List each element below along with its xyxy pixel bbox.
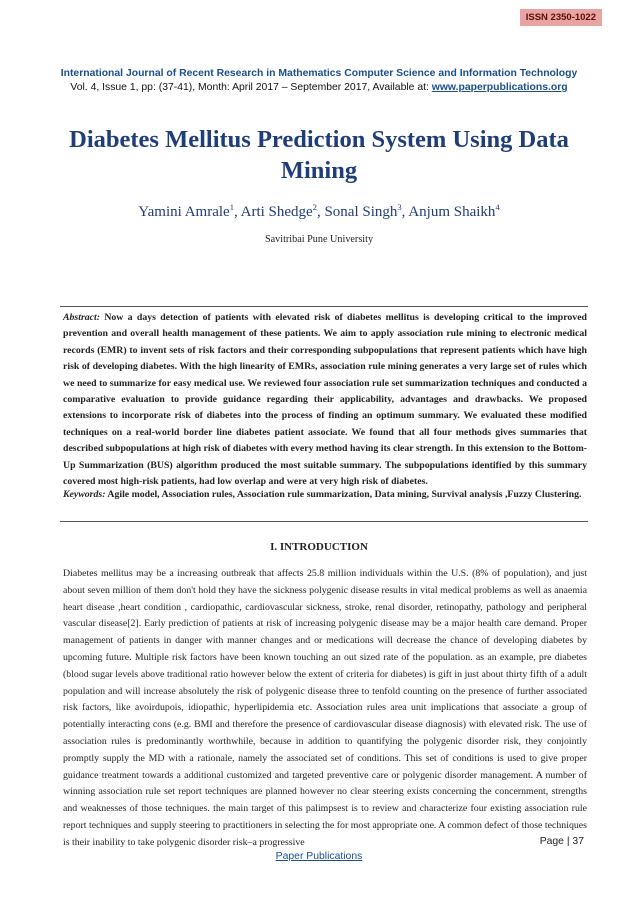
abstract-label: Abstract: [63,312,101,323]
keywords-label: Keywords: [63,489,106,500]
website-link[interactable]: www.paperpublications.org [431,82,568,93]
issn-badge: ISSN 2350-1022 [520,9,602,26]
publisher-footer-link[interactable]: Paper Publications [275,851,363,862]
section-heading: I. INTRODUCTION [270,541,368,553]
keywords-block [63,487,587,503]
volume-text: Vol. 4, Issue 1, pp: (37-41), Month: April 2017 – September 2017, Available at: [70,82,432,93]
journal-name: International Journal of Recent Research in Mathematics Computer Science and Information Technology [60,68,578,79]
affiliation: Savitribai Pune University [264,234,374,245]
author-affiliation-mark: 3 [397,202,402,212]
author-name: Anjum Shaikh [408,204,496,220]
introduction-body: Diabetes mellitus may be a increasing outbreak that affects 25.8 million individuals within the U.S. (8% of population), and just about seven million of them don't hold they have the sickness polygenic disease results in vital medical problems as well as anaemia heart disease ,heart condition , cardiopathic, cardiovascular sickness, stroke, renal disorder, retinopathy, pathology and peripheral vascular disease[2]. Early prediction of patients at risk of increasing polygenic disease may be a major health care demand. Proper management of patients in danger with manner changes and or medications will decrease the chance of developing diabetes by upcoming future. Multiple risk factors have been known touching an out sized rate of the population. as an example, pre diabetes (blood sugar levels above traditional ratio however below the extent of criteria for diabetes) is gift in just about thirty fifth of a adult population and will increase absolutely the risk of polygenic disease three to tenfold counting on the presence of further associated risk factors, like avoirdupois, idiopathic, hyperlipidemia etc. Association rules area unit implications that associate a group of potentially interacting cons (e.g. BMI and therefore the presence of cardiovascular disease diagnosis) with elevated risk. The use of association rules is predominantly worthwhile, because in addition to quantifying the polygenic disorder risk, they conjointly promptly supply the MD with a rationale, namely the associated set of conditions. This set of conditions is used to give proper guidance treatment towards a additional customized and targeted preventive care or polygenic disorder management. A number of winning association rule set report techniques are planned however no clear steering exists concerning the concernment, strengths and weaknesses of those techniques. the main target of this palimpsest is to review and characterize four existing association rule report techniques and supply steering to practitioners in selecting the for most appropriate one. A common defect of those techniques is their inability to take polygenic disorder risk–a progressive [63,568,587,848]
abstract-bottom-rule [60,521,588,522]
abstract-block [63,310,587,490]
page-number: Page | 37 [539,836,584,847]
author-name: Arti Shedge [240,204,313,220]
abstract-top-rule [60,306,588,307]
author-affiliation-mark: 1 [229,202,234,212]
author-affiliation-mark: 4 [495,202,500,212]
abstract-text: Now a days detection of patients with elevated risk of diabetes mellitus is developing critical to the improved prevention and overall health management of these patients. We aim to apply association rule mining to electronic medical records (EMR) to invent sets of risk factors and their corresponding subpopulations that represent patients which have high risk of developing diabetes. With the high linearity of EMRs, association rule mining generates a very large set of rules which we need to summarize for easy medical use. We reviewed four association rule set summarization techniques and conducted a comparative evaluation to provide guidance regarding their applicability, advantages and drawbacks. We proposed extensions to incorporate risk of diabetes into the process of finding an optimum summary. We evaluated these modified techniques on a real-world border line diabetes patient associate. We found that all four methods gives summaries that described subpopulations at high risk of diabetes with every method having its clear strength. In this extension to the Bottom-Up Summarization (BUS) algorithm produced the most suitable summary. The subpopulations identified by this summary covered most high-risk patients, had low overlap and were at very high risk of diabetes. [63,312,588,488]
author-affiliation-mark: 2 [312,202,317,212]
author-name: Yamini Amrale [138,204,230,220]
paper-title: Diabetes Mellitus Prediction System Using Data Mining [69,126,569,184]
author-name: Sonal Singh [324,204,398,220]
volume-info [0,82,638,93]
keywords-text: Agile model, Association rules, Association rule summarization, Data mining, Survival analysis ,Fuzzy Clustering. [107,489,582,500]
author-list: Yamini Amrale$^1$, Arti Shedge$^2$, Sonal Singh$^3$, Anjum Shaikh$^4$ [138,202,500,220]
